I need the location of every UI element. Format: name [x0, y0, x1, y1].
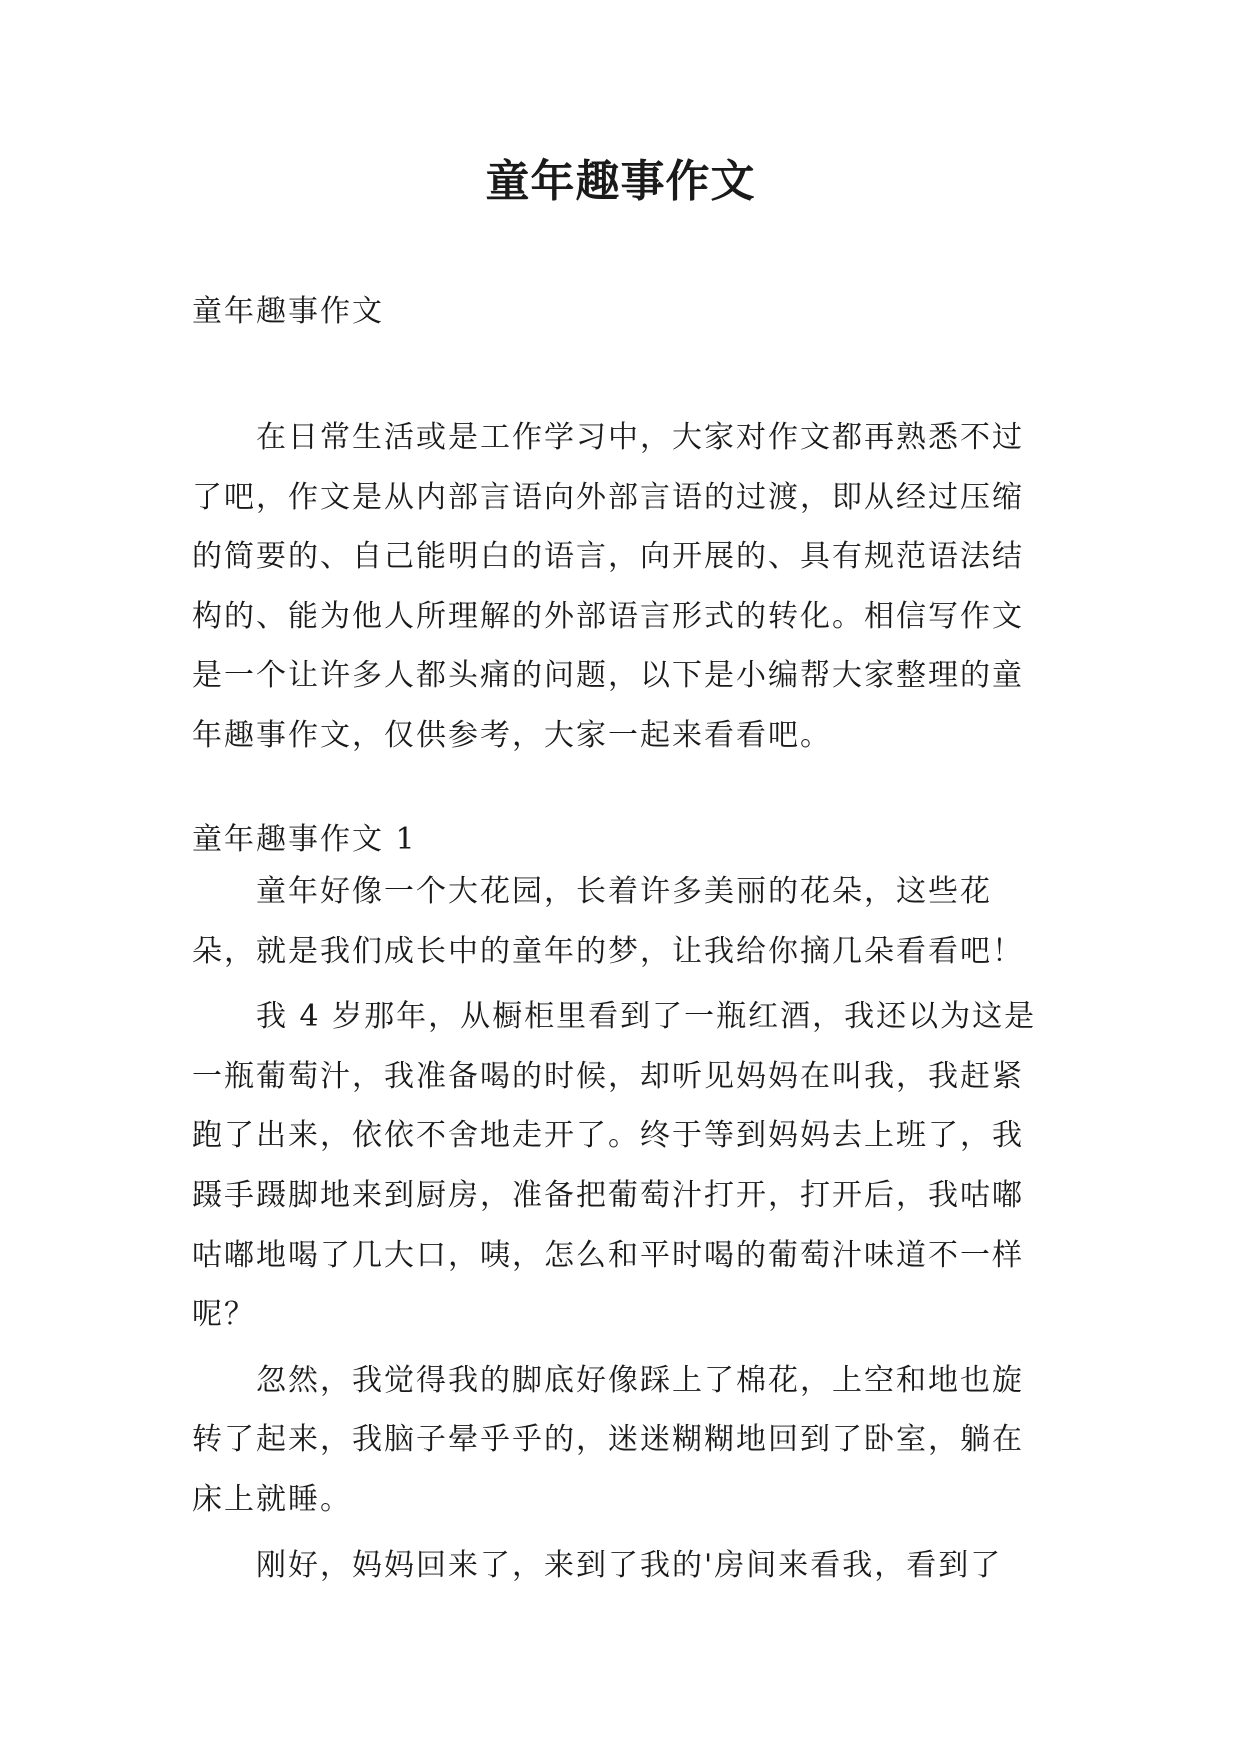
document-subtitle: 童年趣事作文	[192, 294, 384, 329]
essay-heading: 童年趣事作文 1	[192, 822, 417, 857]
essay-section	[192, 818, 1052, 1601]
intro-paragraph: 在日常生活或是工作学习中，大家对作文都再熟悉不过了吧，作文是从内部言语向外部言语的过渡，即从经过压缩的简要的、自己能明白的语言，向开展的、具有规范语法结构的、能为他人所理解的外部语言形式的转化。相信写作文是一个让许多人都头痛的问题，以下是小编帮大家整理的童年趣事作文，仅供参考，大家一起来看看吧。	[192, 420, 1024, 753]
essay-paragraph: 我 4 岁那年，从橱柜里看到了一瓶红酒，我还以为这是一瓶葡萄汁，我准备喝的时候，却听见妈妈在叫我，我赶紧跑了出来，依依不舍地走开了。终于等到妈妈去上班了，我蹑手蹑脚地来到厨房，准备把葡萄汁打开，打开后，我咕嘟咕嘟地喝了几大口，咦，怎么和平时喝的葡萄汁味道不一样呢？	[192, 999, 1037, 1333]
document-title: 童年趣事作文	[485, 156, 756, 207]
essay-paragraph: 童年好像一个大花园，长着许多美丽的花朵，这些花朵，就是我们成长中的童年的梦，让我给你摘几朵看看吧！	[192, 874, 1024, 969]
essay-paragraph: 刚好，妈妈回来了，来到了我的'房间来看我，看到了	[256, 1547, 1003, 1583]
essay-paragraph: 忽然，我觉得我的脚底好像踩上了棉花，上空和地也旋转了起来，我脑子晕乎乎的，迷迷糊糊地回到了卧室，躺在床上就睡。	[192, 1362, 1024, 1517]
